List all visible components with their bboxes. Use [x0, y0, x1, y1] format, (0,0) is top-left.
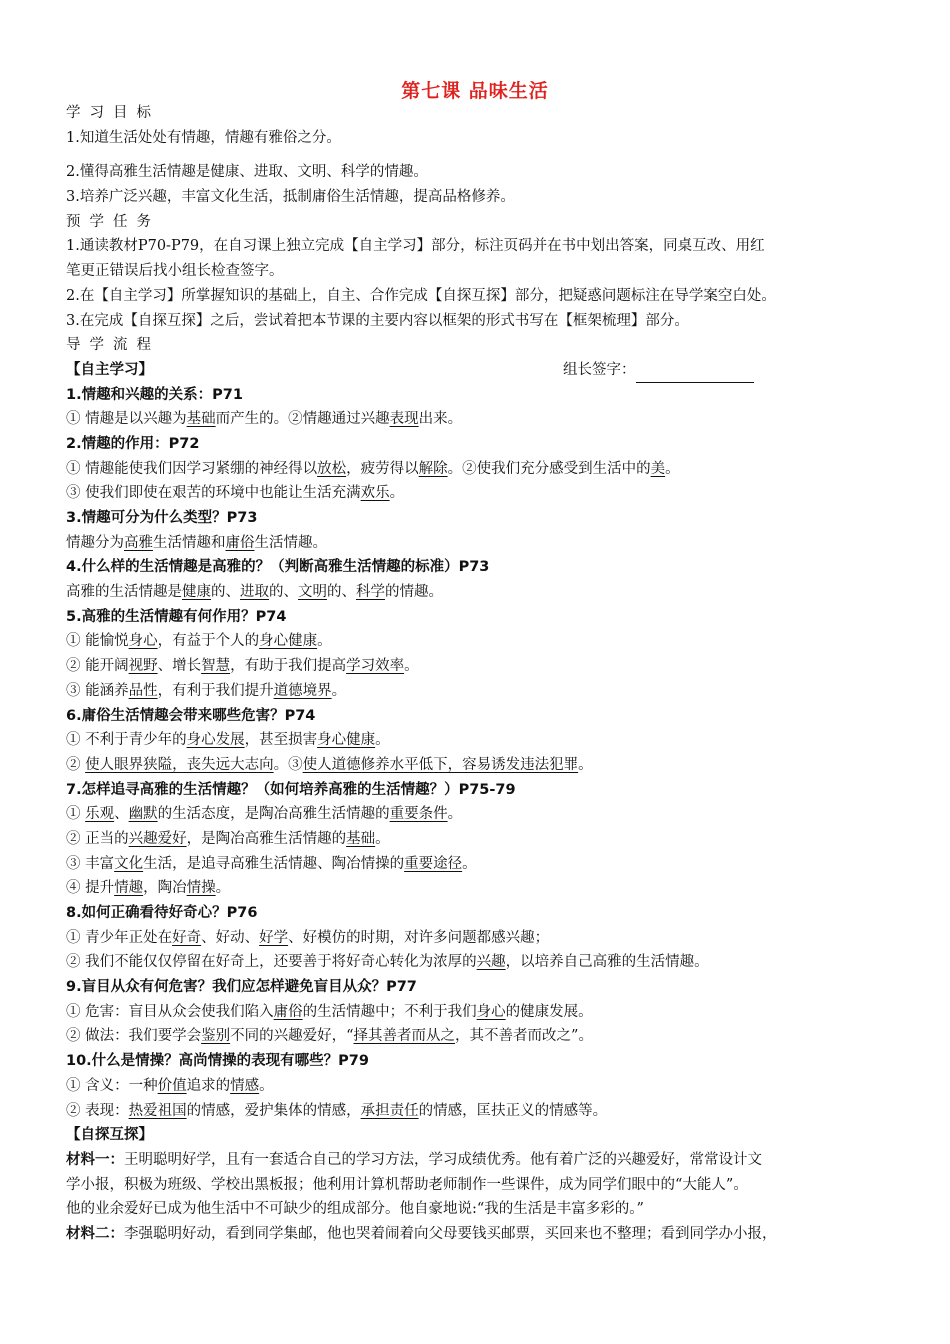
text-segment: 。 — [215, 880, 231, 897]
underlined-answer: 鉴别 — [201, 1028, 231, 1045]
underlined-answer: 情操 — [186, 880, 216, 897]
underlined-answer: 基础 — [186, 411, 216, 428]
underlined-answer: 放松 — [317, 460, 347, 477]
text-segment: 生活，是追寻高雅生活情趣、陶冶情操的 — [143, 855, 405, 872]
answer-line — [66, 1024, 886, 1049]
material-line — [66, 1148, 886, 1173]
underlined-answer: 身心健康 — [259, 633, 318, 650]
text-segment: ① 青少年正处在 — [66, 929, 173, 946]
text-segment: ，有益于个人的 — [157, 633, 260, 650]
underlined-answer: 解除 — [418, 460, 448, 477]
text-segment: 。③ — [273, 756, 303, 773]
text-segment: 的健康发展。 — [505, 1003, 593, 1020]
answer-line — [66, 1000, 886, 1025]
answer-line — [66, 457, 886, 482]
text-segment: 。 — [462, 855, 477, 872]
answer-line — [66, 1074, 886, 1099]
text-segment: 、增长 — [157, 658, 202, 675]
task-line: 笔更正错误后找小组长检查签字。 — [66, 263, 284, 280]
text-segment: ，是陶冶高雅生活情趣的 — [186, 830, 347, 847]
text-segment: 的情趣。 — [385, 584, 443, 601]
text-segment: ① — [66, 806, 86, 823]
answer-line — [66, 481, 886, 506]
underlined-answer: 使人眼界狭隘，丧失远大志向 — [85, 756, 274, 773]
underlined-answer: 兴趣爱好 — [128, 830, 187, 847]
answer-line — [66, 679, 886, 704]
text-segment: ① 能愉悦 — [66, 633, 129, 650]
text-segment: ① 情趣是以兴趣为 — [66, 411, 187, 428]
material-label: 材料二： — [66, 1225, 124, 1242]
text-segment: ① 情趣能使我们因学习紧绷的神经得以 — [66, 460, 318, 477]
underlined-answer: 道德境界 — [273, 682, 332, 699]
text-segment: 。 — [578, 756, 593, 773]
underlined-answer: 乐观 — [85, 806, 115, 823]
underlined-answer: 情趣 — [114, 880, 144, 897]
answer-line — [66, 407, 886, 432]
text-segment: ④ 提升 — [66, 880, 115, 897]
text-segment: 、好动、 — [201, 929, 260, 946]
underlined-answer: 热爱祖国 — [128, 1102, 187, 1119]
signature-label: 组长签字： — [563, 361, 636, 378]
underlined-answer: 文明 — [298, 584, 327, 601]
text-segment: 。 — [375, 830, 390, 847]
text-segment: ② 能开阔 — [66, 658, 129, 675]
text-segment: 而产生的。②情趣通过兴趣 — [215, 411, 390, 428]
underlined-answer: 庸俗 — [273, 1003, 303, 1020]
text-segment: 追求的 — [186, 1077, 231, 1094]
text-segment: 。 — [665, 460, 680, 477]
text-segment: 。 — [259, 1077, 274, 1094]
underlined-answer: 价值 — [157, 1077, 187, 1094]
text-segment: ，其不善者而改之”。 — [455, 1028, 593, 1045]
text-segment: ① 含义：一种 — [66, 1077, 158, 1094]
text-segment: 的、 — [327, 584, 356, 601]
text-segment: ③ 使我们即使在艰苦的环境中也能让生活充满 — [66, 485, 361, 502]
underlined-answer: 表现 — [389, 411, 419, 428]
material-text: 李强聪明好动，看到同学集邮，他也哭着闹着向父母要钱买邮票，买回来也不整理；看到同学办小报， — [124, 1225, 777, 1242]
underlined-answer: 好学 — [259, 929, 289, 946]
task-line: 2.在【自主学习】所掌握知识的基础上，自主、合作完成【自探互探】部分，把疑惑问题标注在导学案空白处。 — [66, 287, 776, 304]
document-body — [66, 101, 886, 1247]
underlined-answer: 承担责任 — [360, 1102, 419, 1119]
material-line: 学小报，积极为班级、学校出黑板报；他利用计算机帮助老师制作一些课件，成为同学们眼中的“大能人”。 — [66, 1176, 748, 1193]
answer-line — [66, 852, 886, 877]
signature-blank[interactable] — [636, 368, 754, 383]
text-segment: ① 不利于青少年的 — [66, 732, 187, 749]
answer-line — [66, 876, 886, 901]
text-segment: 。 — [447, 806, 463, 823]
question-heading: 9.盲目从众有何危害？我们应怎样避免盲目从众？P77 — [66, 979, 417, 996]
underlined-answer: 视野 — [128, 658, 158, 675]
question-heading: 8.如何正确看待好奇心？P76 — [66, 905, 258, 921]
leader-signature — [563, 358, 754, 383]
underlined-answer: 好奇 — [172, 929, 202, 946]
material-text: 王明聪明好学，且有一套适合自己的学习方法，学习成绩优秀。他有着广泛的兴趣爱好，常常设计文 — [124, 1151, 762, 1168]
answer-line — [66, 827, 886, 852]
underlined-answer: 身心 — [476, 1003, 506, 1020]
text-segment: ② — [66, 756, 86, 773]
underlined-answer: 美 — [650, 460, 666, 477]
text-segment: ③ 能涵养 — [66, 682, 129, 699]
text-segment: ② 表现： — [66, 1102, 129, 1119]
tasks-heading: 预学任务 — [66, 213, 160, 230]
text-segment: 的、 — [269, 584, 298, 601]
text-segment: 出来。 — [418, 411, 463, 428]
text-segment: 。 — [317, 633, 332, 650]
text-segment: ，以培养自己高雅的生活情趣。 — [505, 954, 709, 971]
text-segment: ② 正当的 — [66, 830, 129, 847]
underlined-answer: 文化 — [114, 855, 144, 872]
text-segment: 生活情趣。 — [254, 534, 327, 551]
text-segment: 。②使我们充分感受到生活中的 — [447, 460, 651, 477]
goal-item: 3.培养广泛兴趣，丰富文化生活，抵制庸俗生活情趣，提高品格修养。 — [66, 189, 515, 206]
material-line: 他的业余爱好已成为他生活中不可缺少的组成部分。他自豪地说:“我的生活是丰富多彩的。” — [66, 1201, 644, 1218]
text-segment: 。 — [375, 732, 390, 749]
text-segment: ② 我们不能仅仅停留在好奇上，还要善于将好奇心转化为浓厚的 — [66, 954, 477, 971]
question-heading: 5.高雅的生活情趣有何作用？P74 — [66, 608, 287, 625]
goal-item: 1.知道生活处处有情趣，情趣有雅俗之分。 — [66, 129, 341, 146]
question-heading: 6.庸俗生活情趣会带来哪些危害？P74 — [66, 707, 316, 724]
text-segment: ，有助于我们提高 — [230, 658, 347, 675]
underlined-answer: 进取 — [240, 584, 269, 601]
goal-item: 2.懂得高雅生活情趣是健康、进取、文明、科学的情趣。 — [66, 164, 428, 181]
answer-line — [66, 753, 886, 778]
underlined-answer: 择其善者而从之 — [353, 1028, 456, 1045]
underlined-answer: 重要途径 — [404, 855, 463, 872]
underlined-answer: 健康 — [182, 584, 211, 601]
text-segment: 。 — [404, 658, 419, 675]
answer-line — [66, 950, 886, 975]
text-segment: ① 危害：盲目从众会使我们陷入 — [66, 1003, 274, 1020]
text-segment: 、好模仿的时期，对许多问题都感兴趣； — [288, 929, 550, 946]
underlined-answer: 使人道德修养水平低下，容易诱发违法犯罪 — [302, 756, 579, 773]
underlined-answer: 兴趣 — [476, 954, 506, 971]
answer-line — [66, 654, 886, 679]
question-heading: 4.什么样的生活情趣是高雅的？（判断高雅生活情趣的标准）P73 — [66, 559, 490, 576]
goals-heading: 学习目标 — [66, 105, 160, 121]
answer-line — [66, 802, 886, 827]
underlined-answer: 身心健康 — [317, 732, 376, 749]
text-segment: ，甚至损害 — [244, 732, 318, 749]
underlined-answer: 幽默 — [128, 806, 158, 823]
section-title-explore: 【自探互探】 — [66, 1127, 153, 1144]
text-segment: ，陶冶 — [143, 880, 187, 897]
text-segment: 高雅的生活情趣是 — [66, 584, 182, 601]
text-segment: 的生活态度，是陶冶高雅生活情趣的 — [157, 806, 390, 823]
text-segment: 、 — [114, 806, 129, 823]
question-heading: 10.什么是情操？高尚情操的表现有哪些？P79 — [66, 1053, 369, 1070]
underlined-answer: 高雅 — [124, 534, 153, 551]
underlined-answer: 欢乐 — [360, 485, 390, 502]
task-line: 3.在完成【自探互探】之后，尝试着把本节课的主要内容以框架的形式书写在【框架梳理】部分。 — [66, 312, 689, 329]
section-title: 【自主学习】 — [66, 361, 153, 378]
underlined-answer: 学习效率 — [346, 658, 405, 675]
material-label: 材料一： — [66, 1151, 124, 1168]
answer-line — [66, 1099, 886, 1124]
question-heading: 1.情趣和兴趣的关系：P71 — [66, 386, 243, 403]
underlined-answer: 身心发展 — [186, 732, 245, 749]
text-segment: 生活情趣和 — [153, 534, 226, 551]
task-line: 1.通读教材P70-P79，在自习课上独立完成【自主学习】部分，标注页码并在书中划出答案，同桌互改、用红 — [66, 238, 765, 255]
text-segment: 的情感，爱护集体的情感， — [186, 1102, 361, 1119]
text-segment: 不同的兴趣爱好，“ — [230, 1028, 354, 1045]
answer-line — [66, 580, 886, 605]
text-segment: ② 做法：我们要学会 — [66, 1028, 202, 1045]
underlined-answer: 智慧 — [201, 658, 231, 675]
underlined-answer: 重要条件 — [389, 806, 448, 823]
text-segment: ③ 丰富 — [66, 855, 115, 872]
question-heading: 3.情趣可分为什么类型？P73 — [66, 510, 258, 526]
text-segment: 情趣分为 — [66, 534, 124, 551]
question-heading: 7.怎样追寻高雅的生活情趣？（如何培养高雅的生活情趣？）P75-79 — [66, 781, 516, 798]
text-segment: 的生活情趣中；不利于我们 — [302, 1003, 477, 1020]
text-segment: 的情感，匡扶正义的情感等。 — [418, 1102, 608, 1119]
answer-line — [66, 728, 886, 753]
page-title: 第七课 品味生活 — [401, 80, 549, 102]
section-header-self-study — [66, 358, 886, 383]
underlined-answer: 情感 — [230, 1077, 260, 1094]
underlined-answer: 品性 — [128, 682, 158, 699]
underlined-answer: 科学 — [356, 584, 385, 601]
text-segment: 的、 — [211, 584, 240, 601]
underlined-answer: 庸俗 — [225, 534, 255, 551]
flow-heading: 导学流程 — [66, 337, 160, 354]
underlined-answer: 基础 — [346, 830, 376, 847]
answer-line — [66, 531, 886, 556]
text-segment: 。 — [389, 485, 405, 502]
underlined-answer: 身心 — [128, 633, 158, 650]
text-segment: ，疲劳得以 — [346, 460, 419, 477]
question-heading: 2.情趣的作用：P72 — [66, 435, 200, 452]
text-segment: ，有利于我们提升 — [157, 682, 274, 699]
material-line — [66, 1222, 886, 1247]
answer-line — [66, 629, 886, 654]
answer-line — [66, 926, 886, 951]
text-segment: 。 — [331, 682, 347, 699]
